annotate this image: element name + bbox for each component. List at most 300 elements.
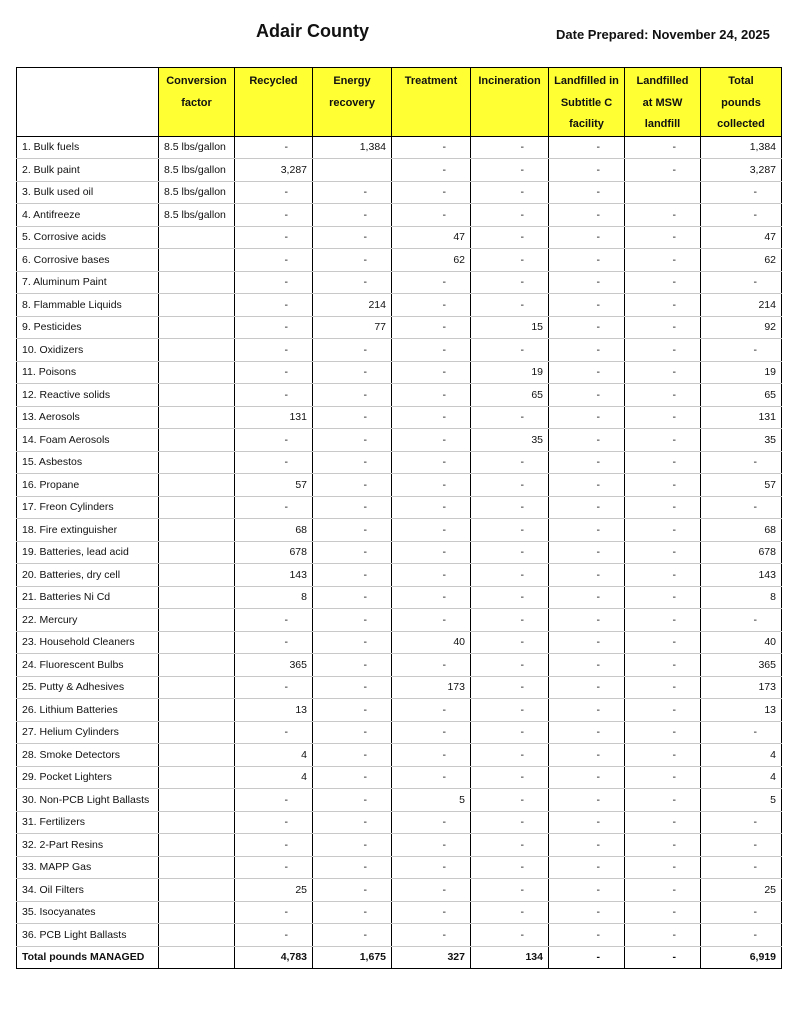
table-row bbox=[17, 789, 782, 812]
value-cell: - bbox=[392, 384, 471, 407]
table-row bbox=[17, 181, 782, 204]
value-cell: - bbox=[235, 294, 313, 317]
value-cell: - bbox=[625, 924, 701, 947]
value-cell: - bbox=[392, 271, 471, 294]
value-cell: - bbox=[235, 429, 313, 452]
column-header bbox=[392, 68, 471, 137]
value-cell: 13 bbox=[235, 699, 313, 722]
value-cell: - bbox=[392, 451, 471, 474]
column-header-line: Subtitle C bbox=[560, 96, 613, 109]
value-cell: 13 bbox=[701, 699, 782, 722]
value-cell: - bbox=[313, 834, 392, 857]
value-cell: 57 bbox=[235, 474, 313, 497]
value-cell: - bbox=[471, 586, 549, 609]
value-cell: 57 bbox=[701, 474, 782, 497]
material-name: 17. Freon Cylinders bbox=[17, 496, 159, 519]
value-cell: - bbox=[549, 811, 625, 834]
value-cell: 25 bbox=[235, 879, 313, 902]
value-cell: - bbox=[549, 519, 625, 542]
material-name: 14. Foam Aerosols bbox=[17, 429, 159, 452]
value-cell: - bbox=[392, 721, 471, 744]
value-cell: 68 bbox=[235, 519, 313, 542]
table-row bbox=[17, 744, 782, 767]
value-cell: - bbox=[313, 429, 392, 452]
value-cell: - bbox=[625, 789, 701, 812]
value-cell: 1,384 bbox=[701, 136, 782, 159]
value-cell: - bbox=[549, 294, 625, 317]
value-cell: 327 bbox=[392, 946, 471, 969]
value-cell: - bbox=[471, 294, 549, 317]
material-name: 20. Batteries, dry cell bbox=[17, 564, 159, 587]
value-cell: - bbox=[313, 811, 392, 834]
material-name: 31. Fertilizers bbox=[17, 811, 159, 834]
value-cell: - bbox=[235, 901, 313, 924]
value-cell: - bbox=[235, 789, 313, 812]
value-cell: - bbox=[392, 519, 471, 542]
material-name: 36. PCB Light Ballasts bbox=[17, 924, 159, 947]
value-cell: 65 bbox=[701, 384, 782, 407]
date-prepared: Date Prepared: November 24, 2025 bbox=[556, 27, 770, 42]
table-row bbox=[17, 384, 782, 407]
table-row bbox=[17, 879, 782, 902]
value-cell: - bbox=[549, 699, 625, 722]
value-cell: - bbox=[701, 834, 782, 857]
table-row bbox=[17, 676, 782, 699]
value-cell: - bbox=[392, 609, 471, 632]
value-cell: - bbox=[235, 856, 313, 879]
value-cell: 35 bbox=[471, 429, 549, 452]
material-name: 28. Smoke Detectors bbox=[17, 744, 159, 767]
value-cell: - bbox=[392, 856, 471, 879]
column-header-line: Recycled bbox=[249, 75, 298, 87]
value-cell: 65 bbox=[471, 384, 549, 407]
material-name: Total pounds MANAGED bbox=[17, 946, 159, 969]
material-name: 2. Bulk paint bbox=[17, 159, 159, 182]
column-header-line: Conversion bbox=[166, 75, 227, 87]
value-cell: - bbox=[313, 744, 392, 767]
value-cell: 3,287 bbox=[235, 159, 313, 182]
material-name: 25. Putty & Adhesives bbox=[17, 676, 159, 699]
value-cell: - bbox=[235, 249, 313, 272]
value-cell bbox=[313, 159, 392, 182]
value-cell: - bbox=[235, 136, 313, 159]
value-cell: - bbox=[625, 496, 701, 519]
conversion-factor bbox=[159, 789, 235, 812]
column-header-line: Total bbox=[728, 75, 754, 87]
value-cell: - bbox=[625, 429, 701, 452]
value-cell: - bbox=[392, 159, 471, 182]
value-cell: - bbox=[392, 834, 471, 857]
value-cell: - bbox=[471, 901, 549, 924]
conversion-factor: 8.5 lbs/gallon bbox=[159, 159, 235, 182]
value-cell: - bbox=[392, 564, 471, 587]
value-cell: 19 bbox=[701, 361, 782, 384]
value-cell: - bbox=[392, 136, 471, 159]
material-name: 33. MAPP Gas bbox=[17, 856, 159, 879]
conversion-factor bbox=[159, 226, 235, 249]
value-cell: - bbox=[625, 474, 701, 497]
material-name: 6. Corrosive bases bbox=[17, 249, 159, 272]
value-cell: - bbox=[313, 631, 392, 654]
value-cell: - bbox=[313, 451, 392, 474]
material-name: 10. Oxidizers bbox=[17, 339, 159, 362]
value-cell: - bbox=[701, 451, 782, 474]
value-cell: - bbox=[549, 181, 625, 204]
conversion-factor bbox=[159, 384, 235, 407]
value-cell: 5 bbox=[701, 789, 782, 812]
table-row bbox=[17, 519, 782, 542]
value-cell: - bbox=[392, 474, 471, 497]
hhw-collection-table bbox=[16, 67, 782, 969]
material-name: 24. Fluorescent Bulbs bbox=[17, 654, 159, 677]
value-cell: - bbox=[549, 856, 625, 879]
value-cell: - bbox=[549, 271, 625, 294]
value-cell: - bbox=[549, 361, 625, 384]
value-cell: 214 bbox=[701, 294, 782, 317]
value-cell: - bbox=[625, 136, 701, 159]
value-cell: - bbox=[549, 676, 625, 699]
value-cell: - bbox=[392, 541, 471, 564]
value-cell: 214 bbox=[313, 294, 392, 317]
value-cell: - bbox=[549, 744, 625, 767]
material-name: 4. Antifreeze bbox=[17, 204, 159, 227]
column-header-line: Landfilled in bbox=[554, 75, 619, 87]
value-cell: - bbox=[471, 406, 549, 429]
value-cell: - bbox=[625, 339, 701, 362]
value-cell: 8 bbox=[235, 586, 313, 609]
value-cell: - bbox=[549, 339, 625, 362]
value-cell: - bbox=[235, 924, 313, 947]
value-cell: 77 bbox=[313, 316, 392, 339]
column-header-line: Energy bbox=[333, 75, 371, 87]
column-header-line: Incineration bbox=[478, 75, 541, 87]
material-name: 1. Bulk fuels bbox=[17, 136, 159, 159]
value-cell: - bbox=[313, 204, 392, 227]
value-cell: - bbox=[313, 519, 392, 542]
value-cell: - bbox=[471, 721, 549, 744]
value-cell: - bbox=[625, 226, 701, 249]
value-cell: - bbox=[625, 834, 701, 857]
conversion-factor bbox=[159, 744, 235, 767]
column-header-line: at MSW bbox=[642, 96, 683, 109]
value-cell: 40 bbox=[392, 631, 471, 654]
value-cell: 1,384 bbox=[313, 136, 392, 159]
value-cell: - bbox=[313, 901, 392, 924]
value-cell: 4 bbox=[235, 744, 313, 767]
value-cell: - bbox=[625, 406, 701, 429]
value-cell: - bbox=[549, 924, 625, 947]
table-row bbox=[17, 204, 782, 227]
value-cell: 4 bbox=[235, 766, 313, 789]
material-name: 18. Fire extinguisher bbox=[17, 519, 159, 542]
value-cell: 173 bbox=[392, 676, 471, 699]
value-cell: - bbox=[701, 856, 782, 879]
column-header bbox=[549, 68, 625, 137]
conversion-factor: 8.5 lbs/gallon bbox=[159, 204, 235, 227]
value-cell: 5 bbox=[392, 789, 471, 812]
conversion-factor bbox=[159, 496, 235, 519]
table-row bbox=[17, 609, 782, 632]
conversion-factor bbox=[159, 699, 235, 722]
value-cell: - bbox=[471, 496, 549, 519]
value-cell: - bbox=[549, 451, 625, 474]
column-header bbox=[159, 68, 235, 137]
value-cell: 131 bbox=[701, 406, 782, 429]
table-row bbox=[17, 474, 782, 497]
value-cell: - bbox=[471, 834, 549, 857]
value-cell: - bbox=[549, 384, 625, 407]
value-cell: - bbox=[549, 946, 625, 969]
column-header-line: factor bbox=[181, 96, 212, 109]
header-row bbox=[17, 68, 782, 137]
value-cell: - bbox=[313, 226, 392, 249]
value-cell: - bbox=[235, 226, 313, 249]
conversion-factor bbox=[159, 924, 235, 947]
table-row bbox=[17, 924, 782, 947]
value-cell: - bbox=[392, 204, 471, 227]
table-row bbox=[17, 496, 782, 519]
value-cell: - bbox=[625, 946, 701, 969]
material-name: 32. 2-Part Resins bbox=[17, 834, 159, 857]
conversion-factor: 8.5 lbs/gallon bbox=[159, 136, 235, 159]
value-cell: - bbox=[313, 474, 392, 497]
table-row bbox=[17, 226, 782, 249]
value-cell: - bbox=[471, 159, 549, 182]
column-header bbox=[235, 68, 313, 137]
conversion-factor bbox=[159, 856, 235, 879]
value-cell: - bbox=[625, 451, 701, 474]
material-name: 27. Helium Cylinders bbox=[17, 721, 159, 744]
conversion-factor bbox=[159, 316, 235, 339]
material-name: 15. Asbestos bbox=[17, 451, 159, 474]
value-cell: - bbox=[235, 631, 313, 654]
value-cell: - bbox=[471, 564, 549, 587]
value-cell: 4 bbox=[701, 766, 782, 789]
conversion-factor bbox=[159, 609, 235, 632]
value-cell: - bbox=[625, 609, 701, 632]
value-cell: - bbox=[549, 474, 625, 497]
value-cell: - bbox=[625, 541, 701, 564]
value-cell: - bbox=[235, 609, 313, 632]
value-cell: - bbox=[313, 339, 392, 362]
total-row bbox=[17, 946, 782, 969]
table-row bbox=[17, 856, 782, 879]
value-cell: - bbox=[471, 766, 549, 789]
value-cell: - bbox=[313, 879, 392, 902]
value-cell: - bbox=[701, 204, 782, 227]
table-row bbox=[17, 271, 782, 294]
value-cell: - bbox=[235, 451, 313, 474]
column-header bbox=[313, 68, 392, 137]
value-cell: - bbox=[392, 901, 471, 924]
value-cell: 62 bbox=[701, 249, 782, 272]
value-cell: - bbox=[313, 181, 392, 204]
value-cell: - bbox=[471, 249, 549, 272]
value-cell: 365 bbox=[701, 654, 782, 677]
value-cell: - bbox=[392, 879, 471, 902]
material-name: 13. Aerosols bbox=[17, 406, 159, 429]
value-cell: 365 bbox=[235, 654, 313, 677]
conversion-factor bbox=[159, 294, 235, 317]
material-name: 7. Aluminum Paint bbox=[17, 271, 159, 294]
table-row bbox=[17, 339, 782, 362]
table-row bbox=[17, 316, 782, 339]
value-cell: - bbox=[471, 226, 549, 249]
material-name: 5. Corrosive acids bbox=[17, 226, 159, 249]
table-row bbox=[17, 361, 782, 384]
value-cell: - bbox=[625, 901, 701, 924]
table-row bbox=[17, 811, 782, 834]
table-row bbox=[17, 541, 782, 564]
value-cell: - bbox=[235, 181, 313, 204]
value-cell: - bbox=[471, 181, 549, 204]
value-cell: - bbox=[471, 654, 549, 677]
value-cell: - bbox=[625, 316, 701, 339]
value-cell: - bbox=[313, 676, 392, 699]
material-name: 8. Flammable Liquids bbox=[17, 294, 159, 317]
conversion-factor bbox=[159, 879, 235, 902]
value-cell: 40 bbox=[701, 631, 782, 654]
value-cell: - bbox=[471, 451, 549, 474]
value-cell: - bbox=[313, 249, 392, 272]
value-cell: - bbox=[313, 856, 392, 879]
value-cell: - bbox=[471, 676, 549, 699]
value-cell: - bbox=[235, 271, 313, 294]
value-cell: - bbox=[625, 879, 701, 902]
column-header-line: collected bbox=[717, 118, 765, 130]
value-cell: - bbox=[625, 699, 701, 722]
value-cell: - bbox=[549, 249, 625, 272]
value-cell: - bbox=[625, 271, 701, 294]
county-title: Adair County bbox=[256, 21, 370, 41]
material-name: 34. Oil Filters bbox=[17, 879, 159, 902]
conversion-factor bbox=[159, 811, 235, 834]
value-cell: - bbox=[235, 496, 313, 519]
conversion-factor bbox=[159, 654, 235, 677]
column-header-line: Landfilled bbox=[636, 75, 689, 87]
value-cell: - bbox=[549, 721, 625, 744]
table-row bbox=[17, 429, 782, 452]
value-cell: - bbox=[392, 766, 471, 789]
conversion-factor bbox=[159, 429, 235, 452]
value-cell: - bbox=[625, 159, 701, 182]
value-cell: - bbox=[625, 564, 701, 587]
value-cell: - bbox=[701, 811, 782, 834]
value-cell: - bbox=[701, 181, 782, 204]
value-cell: - bbox=[471, 204, 549, 227]
value-cell: - bbox=[235, 721, 313, 744]
table-row bbox=[17, 631, 782, 654]
value-cell: - bbox=[549, 204, 625, 227]
value-cell: - bbox=[625, 631, 701, 654]
value-cell: - bbox=[392, 699, 471, 722]
value-cell: - bbox=[392, 496, 471, 519]
value-cell: - bbox=[471, 631, 549, 654]
conversion-factor bbox=[159, 519, 235, 542]
value-cell: - bbox=[235, 834, 313, 857]
value-cell: - bbox=[235, 384, 313, 407]
conversion-factor bbox=[159, 676, 235, 699]
value-cell: - bbox=[313, 586, 392, 609]
conversion-factor bbox=[159, 721, 235, 744]
value-cell: - bbox=[549, 541, 625, 564]
value-cell: - bbox=[549, 429, 625, 452]
value-cell: - bbox=[549, 406, 625, 429]
value-cell: - bbox=[392, 586, 471, 609]
value-cell: - bbox=[701, 271, 782, 294]
value-cell: - bbox=[392, 316, 471, 339]
value-cell: - bbox=[235, 811, 313, 834]
value-cell: - bbox=[549, 879, 625, 902]
value-cell: 8 bbox=[701, 586, 782, 609]
value-cell: - bbox=[313, 609, 392, 632]
value-cell: 173 bbox=[701, 676, 782, 699]
value-cell: - bbox=[235, 204, 313, 227]
column-header bbox=[471, 68, 549, 137]
conversion-factor bbox=[159, 946, 235, 969]
value-cell: - bbox=[471, 136, 549, 159]
header-blank bbox=[17, 68, 159, 137]
value-cell: - bbox=[471, 541, 549, 564]
material-name: 23. Household Cleaners bbox=[17, 631, 159, 654]
value-cell: - bbox=[625, 384, 701, 407]
value-cell: - bbox=[549, 789, 625, 812]
value-cell: 47 bbox=[392, 226, 471, 249]
value-cell: - bbox=[392, 294, 471, 317]
material-name: 30. Non-PCB Light Ballasts bbox=[17, 789, 159, 812]
value-cell: - bbox=[625, 676, 701, 699]
table-row bbox=[17, 834, 782, 857]
value-cell bbox=[625, 181, 701, 204]
table-row bbox=[17, 699, 782, 722]
value-cell: - bbox=[313, 271, 392, 294]
value-cell: 143 bbox=[235, 564, 313, 587]
value-cell: - bbox=[625, 249, 701, 272]
value-cell: 4,783 bbox=[235, 946, 313, 969]
value-cell: - bbox=[549, 654, 625, 677]
value-cell: - bbox=[549, 316, 625, 339]
conversion-factor bbox=[159, 339, 235, 362]
table-row bbox=[17, 406, 782, 429]
value-cell: 19 bbox=[471, 361, 549, 384]
column-header-line: facility bbox=[569, 118, 604, 130]
material-name: 22. Mercury bbox=[17, 609, 159, 632]
table-row bbox=[17, 586, 782, 609]
value-cell: - bbox=[625, 586, 701, 609]
value-cell: - bbox=[235, 361, 313, 384]
column-header-line: recovery bbox=[329, 96, 375, 109]
conversion-factor bbox=[159, 564, 235, 587]
conversion-factor bbox=[159, 361, 235, 384]
material-name: 19. Batteries, lead acid bbox=[17, 541, 159, 564]
value-cell: - bbox=[471, 744, 549, 767]
value-cell: - bbox=[471, 609, 549, 632]
material-name: 16. Propane bbox=[17, 474, 159, 497]
value-cell: - bbox=[471, 879, 549, 902]
value-cell: - bbox=[392, 924, 471, 947]
value-cell: - bbox=[471, 811, 549, 834]
value-cell: - bbox=[701, 609, 782, 632]
value-cell: - bbox=[313, 789, 392, 812]
column-header-line: landfill bbox=[644, 118, 681, 130]
value-cell: - bbox=[625, 204, 701, 227]
value-cell: - bbox=[625, 519, 701, 542]
value-cell: - bbox=[471, 699, 549, 722]
value-cell: 678 bbox=[701, 541, 782, 564]
value-cell: 1,675 bbox=[313, 946, 392, 969]
table-row bbox=[17, 159, 782, 182]
value-cell: - bbox=[549, 766, 625, 789]
